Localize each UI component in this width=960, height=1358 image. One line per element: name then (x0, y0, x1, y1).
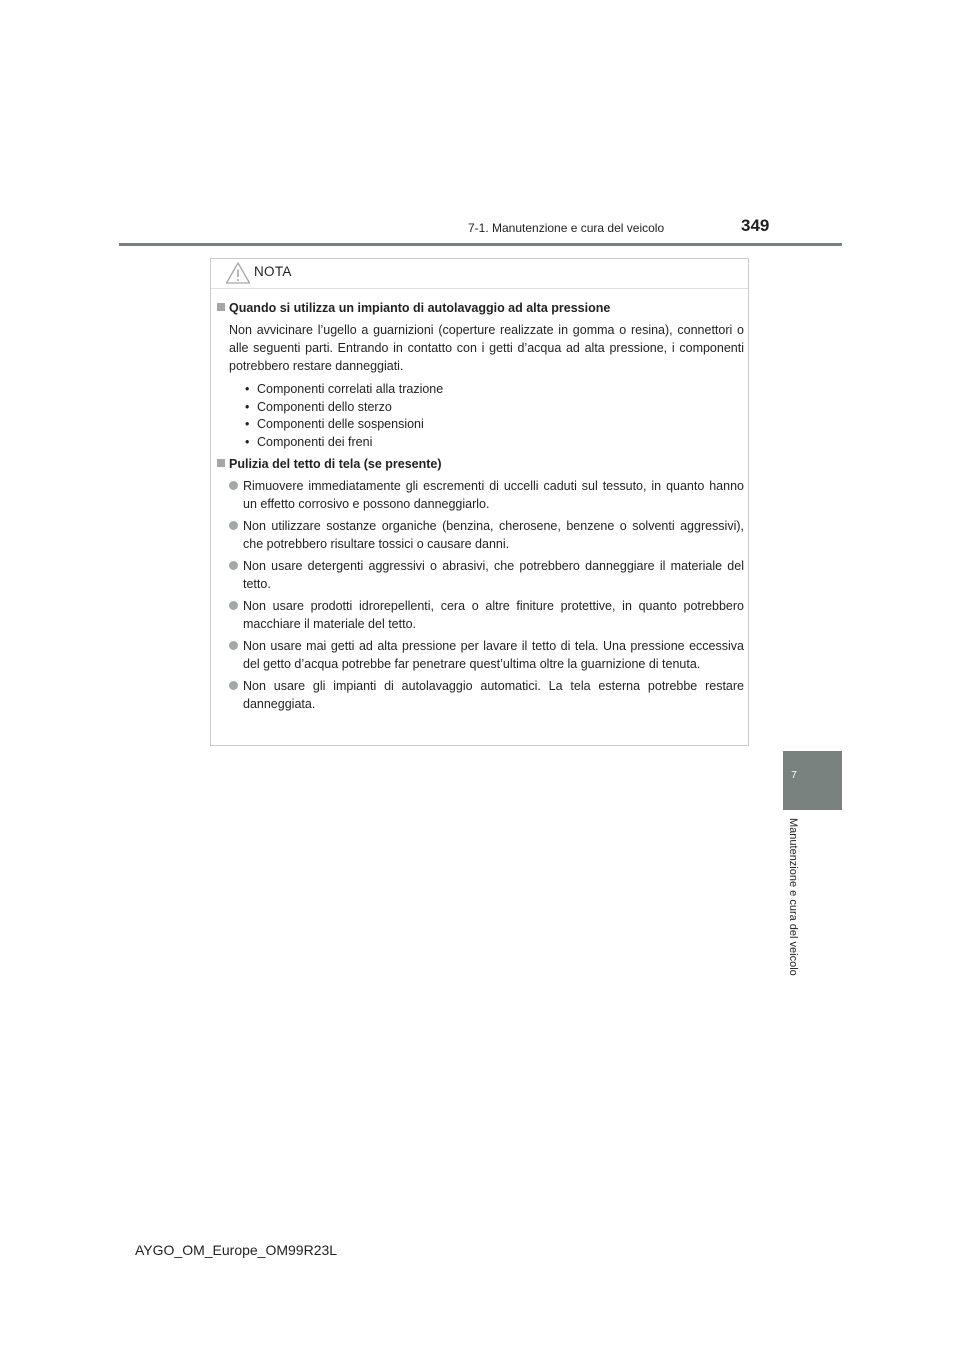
list-item: Non usare prodotti idrorepellenti, cera o altre finiture protettive, in quanto potrebbero macchiare il materiale del tetto. (217, 597, 744, 633)
page-number: 349 (741, 216, 770, 235)
note-box (210, 258, 749, 746)
square-bullet-icon (217, 459, 225, 467)
list-item: • Componenti dello sterzo (245, 399, 744, 417)
note-title: NOTA (254, 264, 292, 279)
component-list (217, 381, 744, 451)
care-list (217, 477, 744, 713)
section-heading (217, 299, 744, 317)
chapter-side-label: Manutenzione e cura del veicolo (787, 818, 799, 976)
round-bullet-icon (229, 601, 238, 610)
list-item: • Componenti delle sospensioni (245, 416, 744, 434)
section-heading-text: Pulizia del tetto di tela (se presente) (229, 457, 442, 471)
note-header (211, 259, 748, 289)
round-bullet-icon (229, 641, 238, 650)
round-bullet-icon (229, 481, 238, 490)
list-item: • Componenti dei freni (245, 434, 744, 452)
list-item: • Componenti correlati alla trazione (245, 381, 744, 399)
warning-triangle-icon (225, 261, 251, 285)
round-bullet-icon (229, 561, 238, 570)
list-item: Rimuovere immediatamente gli escrementi di uccelli caduti sul tessuto, in quanto hanno un effetto corrosivo e possono danneggiarlo. (217, 477, 744, 513)
header-rule (119, 243, 842, 246)
chapter-tab-number: 7 (791, 770, 797, 781)
section-heading (217, 455, 744, 473)
header-section-title: 7-1. Manutenzione e cura del veicolo (468, 221, 665, 235)
note-body (217, 299, 744, 717)
square-bullet-icon (217, 303, 225, 311)
section-heading-text: Quando si utilizza un impianto di autolavaggio ad alta pressione (229, 301, 611, 315)
list-item: Non usare mai getti ad alta pressione per lavare il tetto di tela. Una pressione eccessiva del getto d’acqua potrebbe far penetrare quest’ultima oltre la guarnizione di tenuta. (217, 637, 744, 673)
round-bullet-icon (229, 681, 238, 690)
list-item: Non usare detergenti aggressivi o abrasivi, che potrebbero danneggiare il materiale del tetto. (217, 557, 744, 593)
section-paragraph: Non avvicinare l’ugello a guarnizioni (coperture realizzate in gomma o resina), connettori o alle seguenti parti. Entrando in contatto con i getti d’acqua ad alta pressione, i componenti potrebbero restare danneggiati. (229, 323, 744, 373)
round-bullet-icon (229, 521, 238, 530)
list-item: Non usare gli impianti di autolavaggio automatici. La tela esterna potrebbe restare danneggiata. (217, 677, 744, 713)
footer-code: AYGO_OM_Europe_OM99R23L (135, 1242, 338, 1258)
list-item: Non utilizzare sostanze organiche (benzina, cherosene, benzene o solventi aggressivi), che potrebbero risultare tossici o causare danni. (217, 517, 744, 553)
